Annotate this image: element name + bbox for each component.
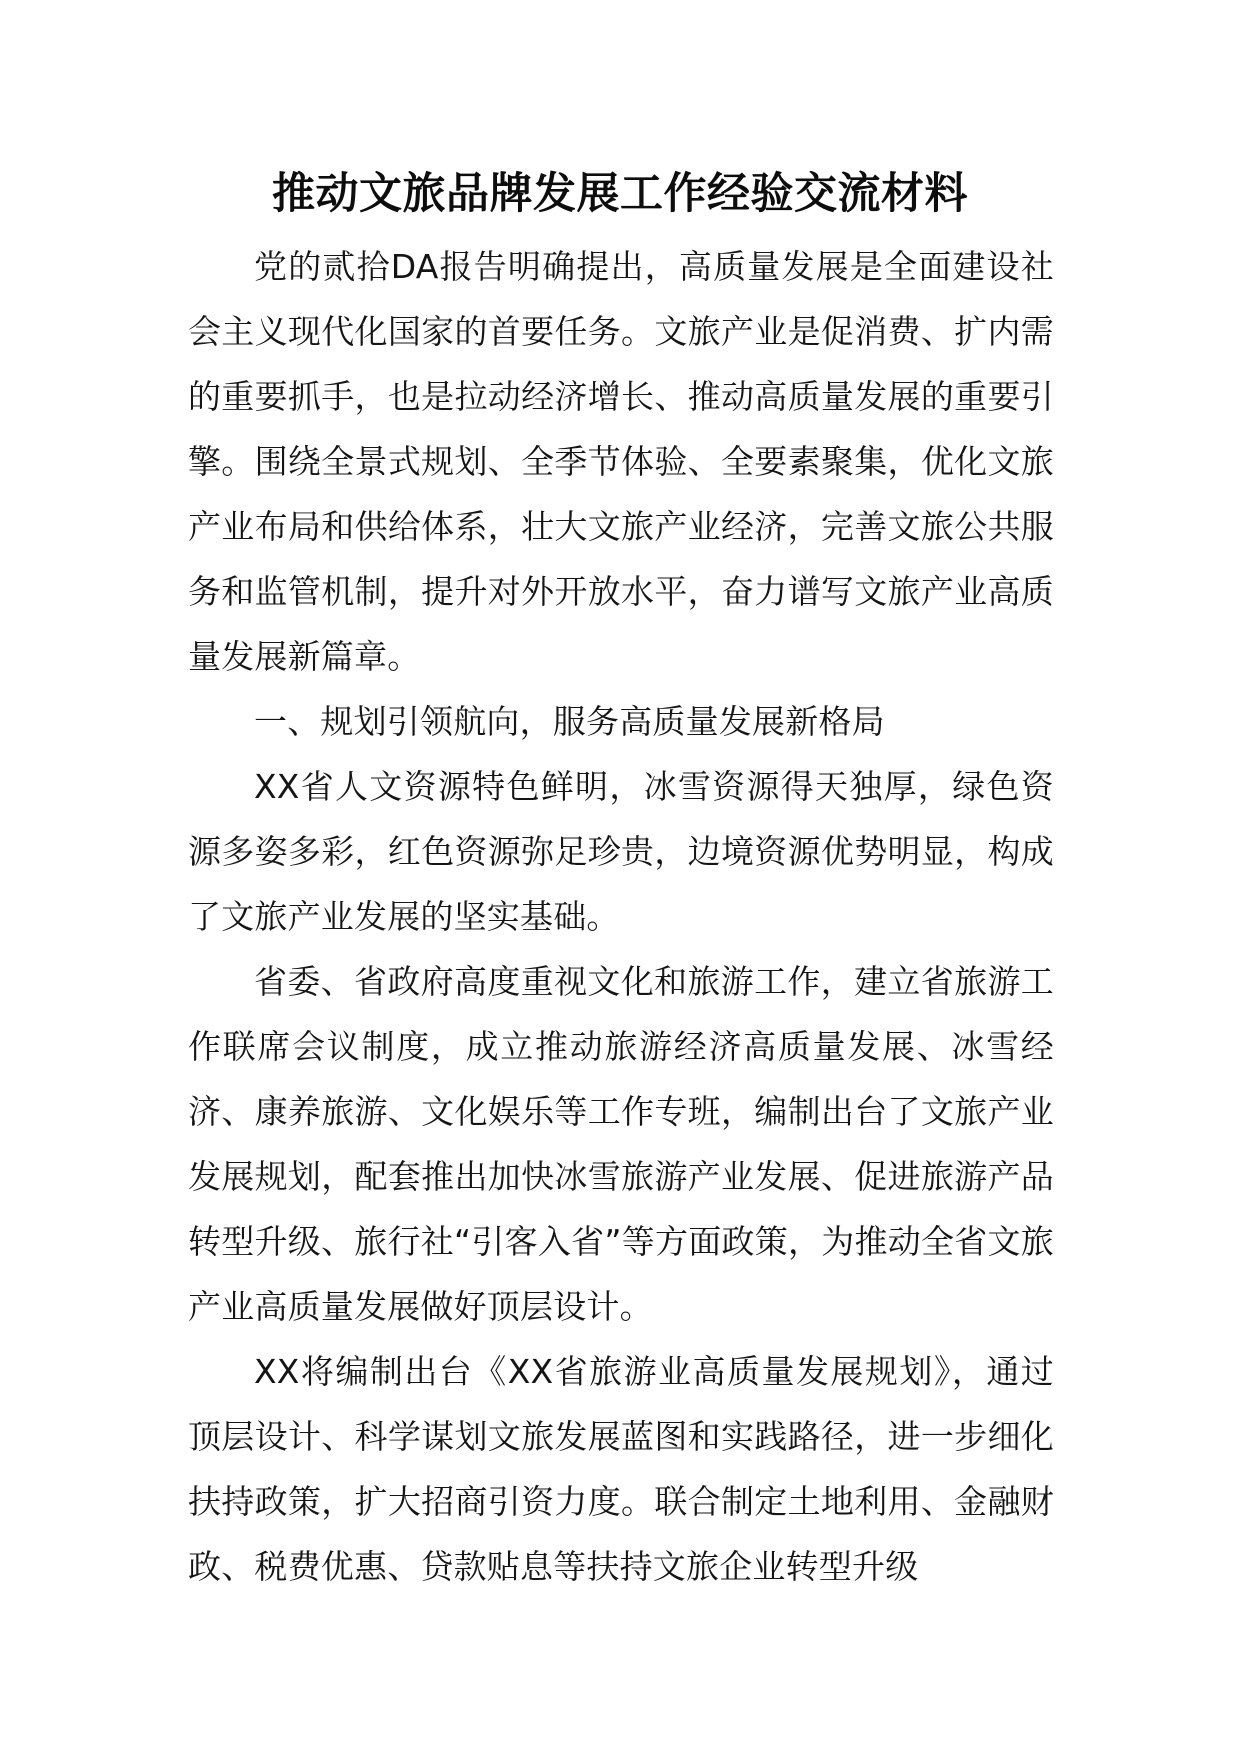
paragraph-resources: XX省人文资源特色鲜明，冰雪资源得天独厚，绿色资源多姿多彩，红色资源弥足珍贵，边境资源优势明显，构成了文旅产业发展的坚实基础。 xyxy=(188,767,1054,936)
document-body xyxy=(188,234,1054,1599)
paragraph-intro: 党的贰拾DA报告明确提出，高质量发展是全面建设社会主义现代化国家的首要任务。文旅产业是促消费、扩内需的重要抓手，也是拉动经济增长、推动高质量发展的重要引擎。围绕全景式规划、全季节体验、全要素聚集，优化文旅产业布局和供给体系，壮大文旅产业经济，完善文旅公共服务和监管机制，提升对外开放水平，奋力谱写文旅产业高质量发展新篇章。 xyxy=(188,247,1054,676)
paragraph-policy: 省委、省政府高度重视文化和旅游工作，建立省旅游工作联席会议制度，成立推动旅游经济高质量发展、冰雪经济、康养旅游、文化娱乐等工作专班，编制出台了文旅产业发展规划，配套推出加快冰雪旅游产业发展、促进旅游产品转型升级、旅行社“引客入省”等方面政策，为推动全省文旅产业高质量发展做好顶层设计。 xyxy=(188,962,1054,1326)
section-heading-1: 一、规划引领航向，服务高质量发展新格局 xyxy=(254,702,885,741)
document-title: 推动文旅品牌发展工作经验交流材料 xyxy=(272,169,968,219)
paragraph-planning: XX将编制出台《XX省旅游业高质量发展规划》，通过顶层设计、科学谋划文旅发展蓝图和实践路径，进一步细化扶持政策，扩大招商引资力度。联合制定土地利用、金融财政、税费优惠、贷款贴息等扶持文旅企业转型升级 xyxy=(188,1352,1054,1586)
